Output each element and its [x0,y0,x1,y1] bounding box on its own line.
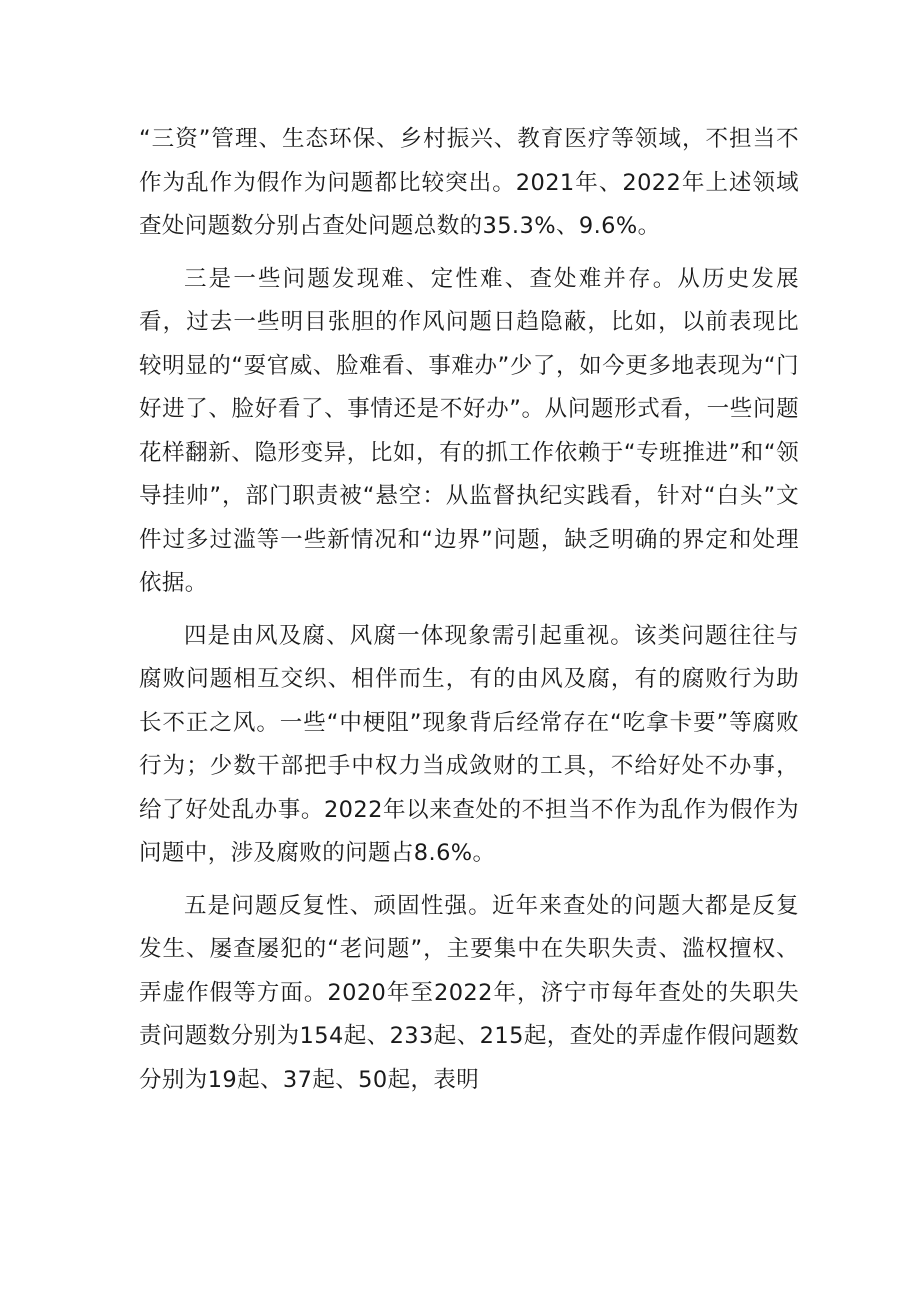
paragraph-point-four: 四是由风及腐、风腐一体现象需引起重视。该类问题往往与腐败问题相互交织、相伴而生，有的由风及腐，有的腐败行为助长不正之风。一些“中梗阻”现象背后经常存在“吃拿卡要”等腐败行为；少数干部把手中权力当成敛财的工具，不给好处不办事，给了好处乱办事。2022年以来查处的不担当不作为乱作为假作为问题中，涉及腐败的问题占8.6%。 [139,622,799,866]
paragraph-point-five: 五是问题反复性、顽固性强。近年来查处的问题大都是反复发生、屡查屡犯的“老问题”，主要集中在失职失责、滥权擅权、弄虚作假等方面。2020年至2022年，济宁市每年查处的失职失责问题数分别为154起、233起、215起，查处的弄虚作假问题数分别为19起、37起、50起，表明 [139,892,799,1093]
paragraph-point-three: 三是一些问题发现难、定性难、查处难并存。从历史发展看，过去一些明目张胆的作风问题日趋隐蔽，比如，以前表现比较明显的“耍官威、脸难看、事难办”少了，如今更多地表现为“门好进了、脸好看了、事情还是不好办”。从问题形式看，一些问题花样翻新、隐形变异，比如，有的抓工作依赖于“专班推进”和“领导挂帅”，部门职责被“悬空：从监督执纪实践看，针对“白头”文件过多过滥等一些新情况和“边界”问题，缺乏明确的界定和处理依据。 [139,265,799,596]
document-body [139,118,799,1111]
paragraph-continuation: “三资”管理、生态环保、乡村振兴、教育医疗等领域，不担当不作为乱作为假作为问题都比较突出。2021年、2022年上述领域查处问题数分别占查处问题总数的35.3%、9.6%。 [139,126,799,239]
